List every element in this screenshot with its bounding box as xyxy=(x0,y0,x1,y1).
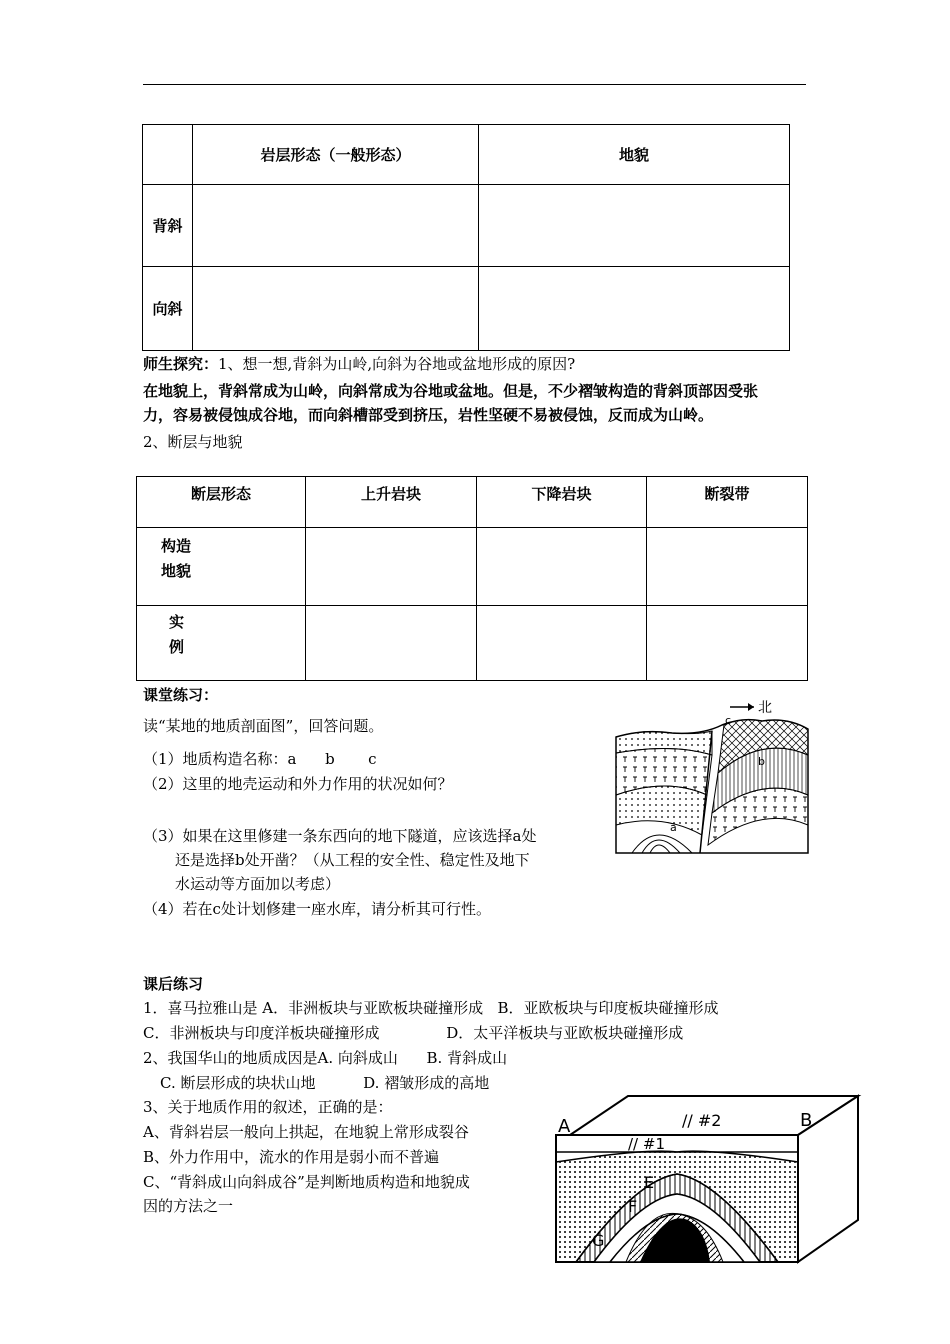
homework-q3-a: A、背斜岩层一般向上拱起，在地貌上常形成裂谷 xyxy=(143,1123,469,1141)
fig-label-a: a xyxy=(670,821,677,834)
fault-table xyxy=(136,476,808,681)
classroom-q4: （4）若在c处计划修建一座水库，请分析其可行性。 xyxy=(143,900,491,918)
fold-table-row-syncline: 向斜 xyxy=(143,267,193,351)
homework-q1: 1．喜马拉雅山是 A．非洲板块与亚欧板块碰撞形成 B．亚欧板块与印度板块碰撞形成 xyxy=(143,999,719,1017)
anticline-block-diagram xyxy=(548,1090,864,1265)
north-label: 北 xyxy=(758,700,772,716)
inquiry-label: 师生探究： xyxy=(143,355,219,373)
classroom-q3-line3: 水运动等方面加以考虑） xyxy=(175,875,341,893)
homework-q3-b: B、外力作用中，流水的作用是弱小而不普遍 xyxy=(143,1148,440,1166)
geologic-profile-figure xyxy=(612,695,812,865)
fold-table-row-anticline: 背斜 xyxy=(143,185,193,267)
fault-table-row-example xyxy=(137,606,306,681)
fault-table-header-down: 下降岩块 xyxy=(477,477,647,528)
fold-table-cell xyxy=(479,267,790,351)
homework-q2: 2、我国华山的地质成因是A. 向斜成山 B. 背斜成山 xyxy=(143,1049,508,1067)
fault-table-header-form: 断层形态 xyxy=(137,477,306,528)
label-plane-1: // #1 xyxy=(628,1135,665,1153)
fault-row-label-b: 地貌 xyxy=(161,562,192,580)
inquiry-answer-line1: 在地貌上，背斜常成为山岭，向斜常成为谷地或盆地。但是，不少褶皱构造的背斜顶部因受张 xyxy=(143,382,759,400)
classroom-title: 课堂练习： xyxy=(143,686,219,704)
inquiry-question xyxy=(143,354,575,374)
classroom-q3-line1: （3）如果在这里修建一条东西向的地下隧道，应该选择a处 xyxy=(143,827,537,845)
north-arrow-head xyxy=(748,703,754,711)
fault-table-cell xyxy=(647,528,808,606)
label-B: B xyxy=(800,1110,813,1131)
homework-q2-options: C. 断层形成的块状山地 D. 褶皱形成的高地 xyxy=(160,1074,490,1092)
fold-table-cell xyxy=(193,267,479,351)
inquiry-question-text: 1、想一想,背斜为山岭,向斜为谷地或盆地形成的原因? xyxy=(218,355,576,373)
fold-table-cell xyxy=(193,185,479,267)
label-F: F xyxy=(628,1197,638,1216)
fault-row-example-a: 实 xyxy=(169,613,185,631)
homework-title: 课后练习 xyxy=(143,975,204,993)
label-A: A xyxy=(558,1116,571,1137)
classroom-q3-line2: 还是选择b处开凿？（从工程的安全性、稳定性及地下 xyxy=(175,851,530,869)
fault-table-cell xyxy=(306,606,477,681)
classroom-q1: （1）地质构造名称：a b c xyxy=(143,750,377,768)
label-G: G xyxy=(592,1231,605,1250)
homework-q3-c-cont: 因的方法之一 xyxy=(143,1197,234,1215)
fault-table-cell xyxy=(477,528,647,606)
fault-row-example-b: 例 xyxy=(169,638,185,656)
fig-label-b: b xyxy=(758,755,765,768)
label-plane-2: // #2 xyxy=(682,1111,722,1130)
homework-q1-options: C．非洲板块与印度洋板块碰撞形成 D．太平洋板块与亚欧板块碰撞形成 xyxy=(143,1024,684,1042)
classroom-intro: 读“某地的地质剖面图”，回答问题。 xyxy=(143,717,384,735)
header-rule xyxy=(143,84,806,85)
fold-table-corner xyxy=(143,125,193,185)
fold-table xyxy=(142,124,790,351)
fault-table-cell xyxy=(477,606,647,681)
fold-table-cell xyxy=(479,185,790,267)
label-E: E xyxy=(644,1173,655,1192)
fault-table-header-zone: 断裂带 xyxy=(647,477,808,528)
homework-q3-c: C、“背斜成山向斜成谷”是判断地质构造和地貌成 xyxy=(143,1173,470,1191)
section-fault-title: 2、断层与地貌 xyxy=(143,433,243,451)
fold-table-header-form: 岩层形态（一般形态） xyxy=(193,125,479,185)
fig-label-c: c xyxy=(725,714,732,727)
fault-table-cell xyxy=(647,606,808,681)
fault-row-label-a: 构造 xyxy=(161,537,192,555)
fault-table-cell xyxy=(306,528,477,606)
fault-table-row-landform xyxy=(137,528,306,606)
classroom-q2: （2）这里的地壳运动和外力作用的状况如何？ xyxy=(143,775,453,793)
fold-table-header-landform: 地貌 xyxy=(479,125,790,185)
fault-table-header-up: 上升岩块 xyxy=(306,477,477,528)
inquiry-answer-line2: 力，容易被侵蚀成谷地，而向斜槽部受到挤压，岩性坚硬不易被侵蚀，反而成为山岭。 xyxy=(143,406,714,424)
homework-q3: 3、关于地质作用的叙述，正确的是： xyxy=(143,1098,393,1116)
